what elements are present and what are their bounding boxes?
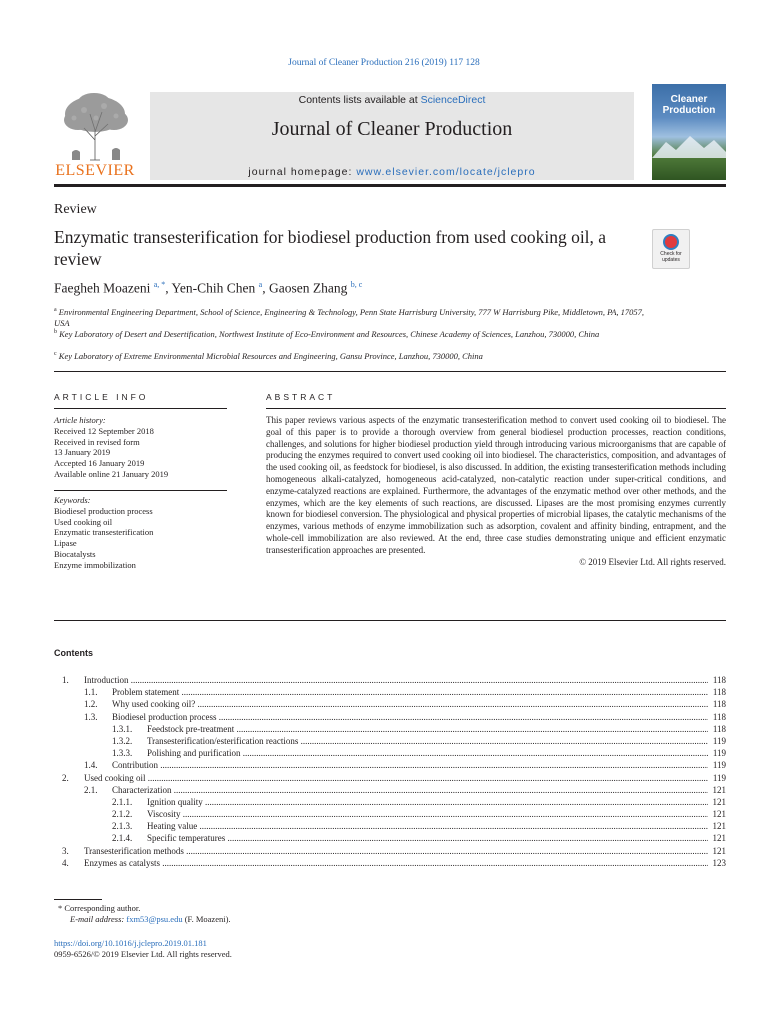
toc-entry[interactable] bbox=[54, 747, 726, 759]
toc-entry[interactable] bbox=[54, 698, 726, 710]
affiliation-b bbox=[54, 327, 654, 340]
info-rule bbox=[54, 490, 227, 491]
header-divider bbox=[54, 371, 726, 372]
cover-title-line-1: Cleaner bbox=[670, 94, 708, 105]
affiliation-text: Key Laboratory of Desert and Desertification, Northwest Institute of Eco-Environment and Resources, Chinese Academy of Sciences, Lanzhou, 730000, China bbox=[59, 328, 600, 339]
email-suffix: (F. Moazeni). bbox=[184, 914, 231, 924]
cover-title-line-2: Production bbox=[662, 105, 716, 116]
affiliation-mark: a bbox=[54, 307, 57, 313]
author-separator: , bbox=[165, 280, 172, 296]
toc-number: 4. bbox=[62, 857, 69, 868]
affiliation-mark: c bbox=[54, 351, 57, 357]
history-line: Received in revised form bbox=[54, 436, 140, 447]
toc-page-number[interactable]: 119 bbox=[712, 748, 726, 759]
toc-label[interactable]: Biodiesel production process ..... bbox=[112, 711, 708, 723]
toc-number: 2.1.2. bbox=[112, 809, 133, 820]
toc-page-number[interactable]: 121 bbox=[712, 845, 726, 856]
history-line: Received 12 September 2018 bbox=[54, 425, 154, 436]
toc-page-number[interactable]: 118 bbox=[712, 687, 726, 698]
toc-entry[interactable] bbox=[54, 772, 726, 784]
history-line: Available online 21 January 2019 bbox=[54, 468, 169, 479]
toc-label[interactable]: Polishing and purification ..... bbox=[147, 747, 708, 759]
toc-label[interactable]: Feedstock pre-treatment ..... bbox=[147, 723, 708, 735]
toc-number: 1.2. bbox=[84, 699, 98, 710]
toc-label[interactable]: Problem statement ..... bbox=[112, 686, 708, 698]
author-name[interactable]: Gaosen Zhang bbox=[268, 280, 348, 296]
toc-label[interactable]: Viscosity ..... bbox=[147, 808, 708, 820]
toc-number: 1.3. bbox=[84, 711, 98, 722]
history-line: Accepted 16 January 2019 bbox=[54, 458, 145, 469]
homepage-prefix: journal homepage: bbox=[248, 166, 357, 178]
toc-label[interactable]: Transesterification/esterification reactions ..... bbox=[147, 735, 708, 747]
toc-entry[interactable] bbox=[54, 711, 726, 723]
toc-page-number[interactable]: 119 bbox=[712, 760, 726, 771]
keyword: Enzymatic transesterification bbox=[54, 527, 154, 538]
toc-entry[interactable] bbox=[54, 723, 726, 735]
toc-page-number[interactable]: 119 bbox=[712, 772, 726, 783]
toc-entry[interactable] bbox=[54, 686, 726, 698]
info-rule bbox=[54, 408, 227, 409]
journal-citation[interactable]: Journal of Cleaner Production 216 (2019) 117 128 bbox=[288, 58, 480, 68]
elsevier-logo[interactable] bbox=[54, 90, 136, 180]
toc-entry[interactable] bbox=[54, 820, 726, 832]
check-for-updates-button[interactable] bbox=[652, 229, 690, 269]
toc-page-number[interactable]: 119 bbox=[712, 735, 726, 746]
author-name[interactable]: Faegheh Moazeni bbox=[54, 280, 151, 296]
crossmark-icon bbox=[663, 234, 679, 250]
article-type: Review bbox=[54, 202, 97, 217]
elsevier-tree-icon bbox=[54, 90, 136, 162]
toc-page-number[interactable]: 121 bbox=[712, 821, 726, 832]
toc-label[interactable]: Used cooking oil ..... bbox=[84, 772, 708, 784]
affiliation-mark: b bbox=[54, 329, 57, 335]
keywords bbox=[54, 490, 227, 571]
author-name[interactable]: Yen-Chih Chen bbox=[171, 280, 256, 296]
toc-label[interactable]: Why used cooking oil? ..... bbox=[112, 698, 708, 710]
abstract-heading: ABSTRACT bbox=[266, 392, 336, 402]
keywords-label: Keywords: bbox=[54, 495, 91, 505]
doi-block bbox=[54, 938, 232, 960]
contents-heading: Contents bbox=[54, 648, 93, 658]
journal-homepage-line bbox=[150, 166, 634, 178]
doi-link[interactable]: https://doi.org/10.1016/j.jclepro.2019.01.181 bbox=[54, 938, 207, 948]
crossmark-label bbox=[653, 252, 689, 263]
toc-number: 1. bbox=[62, 675, 69, 685]
history-label: Article history: bbox=[54, 415, 106, 425]
affiliation-c bbox=[54, 349, 654, 362]
toc-entry[interactable] bbox=[54, 759, 726, 771]
article-info-heading: ARTICLE INFO bbox=[54, 392, 149, 402]
history-line: 13 January 2019 bbox=[54, 447, 111, 458]
crossmark-label-line-2: updates bbox=[662, 256, 680, 263]
toc-label[interactable]: Introduction ..... bbox=[84, 674, 708, 686]
article-title: Enzymatic transesterification for biodiesel production from used cooking oil, a review bbox=[54, 227, 607, 269]
toc-page-number[interactable]: 121 bbox=[712, 796, 726, 807]
email-link[interactable]: fxm53@psu.edu bbox=[126, 914, 183, 924]
toc-number: 1.3.1. bbox=[112, 723, 133, 734]
toc-number: 1.4. bbox=[84, 760, 98, 771]
toc-page-number[interactable]: 121 bbox=[712, 784, 726, 795]
corresponding-author-note: * Corresponding author. bbox=[58, 903, 141, 913]
journal-banner bbox=[150, 92, 634, 180]
toc-page-number[interactable]: 118 bbox=[712, 723, 726, 734]
toc-page-number[interactable]: 123 bbox=[712, 857, 726, 868]
keyword: Enzyme immobilization bbox=[54, 559, 136, 570]
toc-entry[interactable] bbox=[54, 857, 726, 869]
toc-entry[interactable] bbox=[54, 845, 726, 857]
toc-number: 1.3.2. bbox=[112, 735, 133, 746]
toc-label[interactable]: Enzymes as catalysts ..... bbox=[84, 857, 708, 869]
toc-label[interactable]: Contribution ..... bbox=[112, 759, 708, 771]
toc-page-number[interactable]: 118 bbox=[712, 699, 726, 710]
keyword: Used cooking oil bbox=[54, 516, 113, 527]
toc-label[interactable]: Characterization ..... bbox=[112, 784, 708, 796]
journal-title: Journal of Cleaner Production bbox=[271, 118, 513, 140]
author-separator: , bbox=[262, 280, 269, 296]
contents-prefix: Contents lists available at bbox=[298, 94, 421, 106]
toc-page-number[interactable]: 121 bbox=[712, 809, 726, 820]
author-affiliation-mark[interactable]: a bbox=[258, 280, 263, 289]
abstract-copyright: © 2019 Elsevier Ltd. All rights reserved. bbox=[579, 556, 726, 567]
journal-cover-image[interactable] bbox=[652, 84, 726, 180]
toc-entry[interactable] bbox=[54, 832, 726, 844]
affiliation-a bbox=[54, 305, 654, 329]
author-list bbox=[54, 280, 362, 297]
toc-number: 2.1.4. bbox=[112, 833, 133, 844]
toc-number: 3. bbox=[62, 845, 69, 856]
affiliation-text: Environmental Engineering Department, School of Science, Engineering & Technology, Penn State Harrisburg University, 777 W Harrisburg Pike, Middletown, PA, 17057, USA bbox=[54, 306, 645, 328]
issn-copyright: 0959-6526/© 2019 Elsevier Ltd. All rights reserved. bbox=[54, 949, 232, 959]
toc-number: 2.1.1. bbox=[112, 796, 133, 807]
toc-label[interactable]: Specific temperatures ..... bbox=[147, 832, 708, 844]
author-affiliation-mark[interactable]: a, * bbox=[153, 280, 166, 289]
article-history bbox=[54, 408, 227, 480]
toc-entry[interactable] bbox=[54, 735, 726, 747]
toc-label[interactable]: Heating value ..... bbox=[147, 820, 708, 832]
toc-entry[interactable] bbox=[54, 808, 726, 820]
toc-page-number[interactable]: 118 bbox=[712, 711, 726, 722]
toc-number: 1.1. bbox=[84, 687, 98, 698]
toc-number: 2.1. bbox=[84, 784, 98, 795]
mountain-icon bbox=[652, 136, 726, 158]
masthead-rule bbox=[54, 184, 726, 187]
toc-number: 1.3.3. bbox=[112, 748, 133, 759]
sciencedirect-link[interactable]: ScienceDirect bbox=[420, 94, 486, 106]
toc-label[interactable]: Ignition quality ..... bbox=[147, 796, 708, 808]
toc-number: 2.1.3. bbox=[112, 821, 133, 832]
toc-page-number[interactable]: 118 bbox=[712, 675, 726, 685]
keyword: Lipase bbox=[54, 538, 77, 549]
toc-entry[interactable] bbox=[54, 796, 726, 808]
contents-available-line bbox=[150, 94, 634, 106]
abstract-text: This paper reviews various aspects of the enzymatic transesterification method to convert used cooking oil to biodiesel. The goal of this paper is to provide a thorough overview from general biodiesel production processes, reaction conditions, challenges, and solutions for higher biodiesel production yield through introducing various microorganisms that are capable of producing the enzymes required to convert used cooking oil into biodiesel. The characteristics, composition, and advantages of the used cooking oil, as feedstock for biodiesel, is also discussed. In addition, the existing transesterification methods including homogeneous alkali-catalyzed, homogeneous acid-catalyzed, non-catalytic reaction under super-critical conditions, and enzyme-catalyzed reactions are explained. Furthermore, the advantages of the enzymatic method over other methods, and the enzymes, which are the key elements of such reactions, are discussed. Lipases are the most promising enzymes currently known for biodiesel conversion. The physiological and physical properties of microbial lipases, the catalytic mechanisms of the enzymes, various methods of enzyme immobilization such as adsorption, covalent and affinity binding, entrapment, and the whole-cell immobilization are also reviewed. At the end, three case studies demonstrating unique and efficient enzymatic transesterification approaches are presented. bbox=[266, 415, 726, 555]
keyword: Biodiesel production process bbox=[54, 505, 153, 516]
footnote-rule bbox=[54, 899, 102, 900]
toc-entry[interactable] bbox=[54, 784, 726, 796]
abstract-divider bbox=[54, 620, 726, 621]
toc-entry[interactable] bbox=[54, 674, 726, 686]
keyword: Biocatalysts bbox=[54, 548, 96, 559]
elsevier-wordmark: ELSEVIER bbox=[55, 162, 135, 179]
toc-page-number[interactable]: 121 bbox=[712, 833, 726, 844]
email-note bbox=[70, 914, 231, 925]
cover-title bbox=[652, 94, 726, 116]
toc-label[interactable]: Transesterification methods ..... bbox=[84, 845, 708, 857]
table-of-contents bbox=[54, 674, 726, 869]
abstract bbox=[266, 408, 726, 568]
author-affiliation-mark[interactable]: b, c bbox=[350, 280, 363, 289]
abstract-rule bbox=[266, 408, 726, 409]
email-label: E-mail address: bbox=[70, 914, 125, 924]
homepage-link[interactable]: www.elsevier.com/locate/jclepro bbox=[356, 166, 536, 178]
toc-number: 2. bbox=[62, 772, 69, 783]
crossmark-label-line-1: Check for bbox=[660, 251, 682, 257]
masthead bbox=[54, 84, 726, 180]
affiliation-text: Key Laboratory of Extreme Environmental Microbial Resources and Engineering, Gansu Province, Lanzhou, 730000, China bbox=[58, 350, 483, 361]
